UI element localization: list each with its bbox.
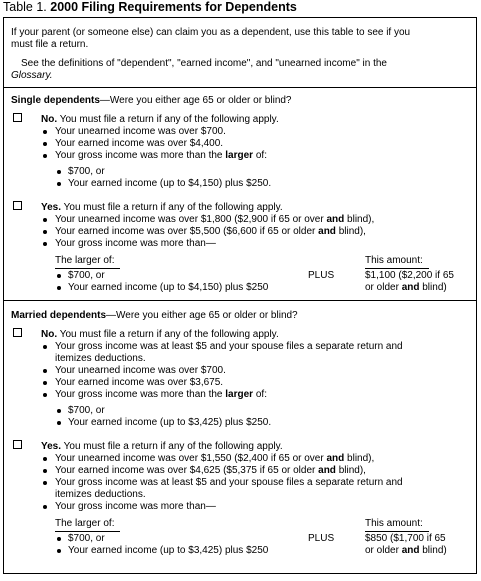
list-item: Your earned income was over $5,500 ($6,600 if 65 or older and blind), [55, 226, 366, 237]
table-title-text: 2000 Filing Requirements for Dependents [50, 0, 297, 14]
single-yes-checkbox[interactable] [13, 201, 22, 210]
list-item: Your gross income was more than— [55, 501, 216, 512]
amount-line-2: or older and blind) [365, 282, 447, 293]
divider [4, 300, 476, 301]
bullet [43, 505, 47, 509]
single-no-checkbox[interactable] [13, 113, 22, 122]
sub-item: Your earned income (up to $4,150) plus $250 [68, 282, 269, 293]
sub-item: Your earned income (up to $3,425) plus $250 [68, 545, 269, 556]
list-item: Your gross income was more than the larger of: [55, 150, 267, 161]
bullet [57, 286, 61, 290]
table-frame [3, 17, 477, 574]
intro-glossary: Glossary. [11, 70, 53, 81]
list-item-continued: itemizes deductions. [55, 489, 146, 500]
plus-label: PLUS [308, 533, 335, 544]
table-number: Table 1. [3, 0, 47, 14]
married-yes-checkbox[interactable] [13, 440, 22, 449]
divider [4, 87, 476, 88]
bullet [57, 274, 61, 278]
list-item: Your gross income was more than the larger of: [55, 389, 267, 400]
sub-item: $700, or [68, 405, 105, 416]
bullet [57, 182, 61, 186]
bullet [43, 242, 47, 246]
bullet [43, 381, 47, 385]
amount-line-2: or older and blind) [365, 545, 447, 556]
underline [55, 268, 120, 269]
married-yes-text: Yes. You must file a return if any of the following apply. [41, 441, 283, 452]
list-item-continued: itemizes deductions. [55, 353, 146, 364]
intro-line-3: See the definitions of "dependent", "earned income", and "unearned income" in the [21, 58, 387, 69]
bullet [43, 130, 47, 134]
list-item: Your earned income was over $4,625 ($5,375 if 65 or older and blind), [55, 465, 366, 476]
single-yes-text: Yes. You must file a return if any of the following apply. [41, 202, 283, 213]
single-heading: Single dependents—Were you either age 65 or older or blind? [11, 95, 292, 106]
bullet [43, 154, 47, 158]
married-no-text: No. You must file a return if any of the following apply. [41, 329, 279, 340]
list-item: Your earned income was over $3,675. [55, 377, 224, 388]
underline [365, 268, 429, 269]
sub-item: $700, or [68, 270, 105, 281]
list-item: Your unearned income was over $1,800 ($2,900 if 65 or over and blind), [55, 214, 375, 225]
this-amount-label: This amount: [365, 255, 423, 266]
married-heading: Married dependents—Were you either age 65 or older or blind? [11, 310, 298, 321]
underline [55, 531, 120, 532]
larger-of-label: The larger of: [55, 255, 115, 266]
sub-item: $700, or [68, 533, 105, 544]
list-item: Your unearned income was over $700. [55, 126, 226, 137]
list-item: Your unearned income was over $700. [55, 365, 226, 376]
married-no-checkbox[interactable] [13, 328, 22, 337]
bullet [43, 457, 47, 461]
plus-label: PLUS [308, 270, 335, 281]
list-item: Your gross income was at least $5 and your spouse files a separate return and [55, 477, 403, 488]
bullet [43, 345, 47, 349]
table-title [3, 0, 297, 14]
intro-line-1: If your parent (or someone else) can claim you as a dependent, use this table to see if you [11, 27, 411, 38]
bullet [43, 393, 47, 397]
bullet [43, 369, 47, 373]
underline [365, 531, 429, 532]
bullet [57, 537, 61, 541]
intro-line-2: must file a return. [11, 39, 89, 50]
amount-line-1: $850 ($1,700 if 65 [365, 533, 446, 544]
bullet [43, 230, 47, 234]
bullet [57, 421, 61, 425]
list-item: Your unearned income was over $1,550 ($2,400 if 65 or over and blind), [55, 453, 375, 464]
bullet [57, 409, 61, 413]
list-item: Your gross income was more than— [55, 238, 216, 249]
bullet [43, 142, 47, 146]
sub-item: Your earned income (up to $3,425) plus $250. [68, 417, 272, 428]
list-item: Your earned income was over $4,400. [55, 138, 224, 149]
sub-item: $700, or [68, 166, 105, 177]
this-amount-label: This amount: [365, 518, 423, 529]
bullet [57, 549, 61, 553]
bullet [43, 218, 47, 222]
single-no-text: No. You must file a return if any of the following apply. [41, 114, 279, 125]
list-item: Your gross income was at least $5 and your spouse files a separate return and [55, 341, 403, 352]
bullet [43, 469, 47, 473]
bullet [43, 481, 47, 485]
sub-item: Your earned income (up to $4,150) plus $250. [68, 178, 272, 189]
amount-line-1: $1,100 ($2,200 if 65 [365, 270, 454, 281]
bullet [57, 170, 61, 174]
larger-of-label: The larger of: [55, 518, 115, 529]
